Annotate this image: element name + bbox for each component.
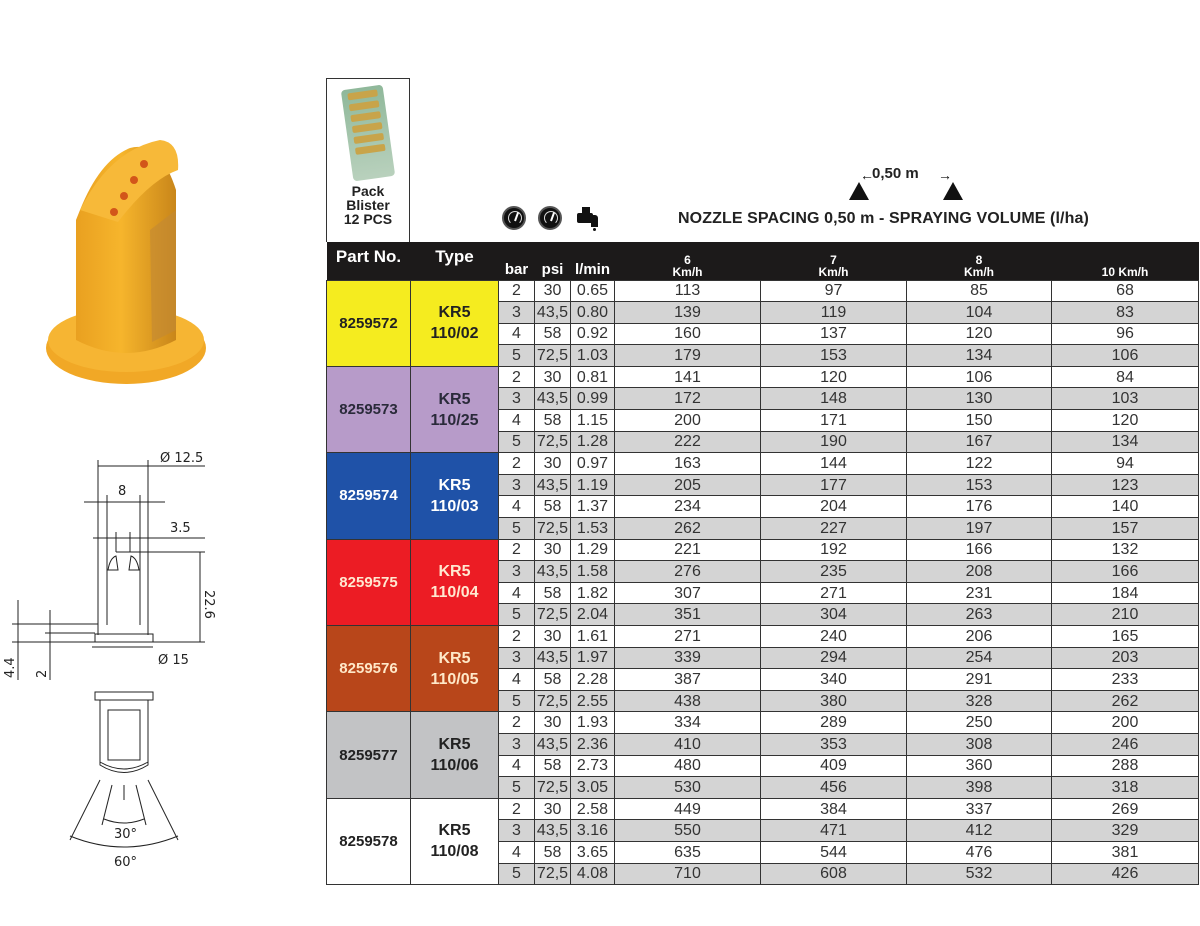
vol-7kmh-cell: 235 <box>761 561 907 583</box>
vol-7kmh-cell: 471 <box>761 820 907 842</box>
vol-7kmh-cell: 227 <box>761 518 907 540</box>
vol-6kmh-cell: 179 <box>615 345 761 367</box>
vol-10kmh-cell: 288 <box>1052 755 1199 777</box>
vol-6kmh-cell: 271 <box>615 626 761 648</box>
pressure-gauge-bar-icon <box>502 206 526 230</box>
vol-7kmh-cell: 190 <box>761 431 907 453</box>
table-row <box>327 712 1199 734</box>
lmin-cell: 1.61 <box>571 626 615 648</box>
dim-height-22-6: 22.6 <box>201 590 216 619</box>
table-row <box>327 280 1199 302</box>
header-part-no: Part No. <box>327 242 411 280</box>
psi-cell: 43,5 <box>535 302 571 324</box>
vol-6kmh-cell: 410 <box>615 733 761 755</box>
bar-cell: 5 <box>499 690 535 712</box>
table-row <box>327 366 1199 388</box>
vol-8kmh-cell: 263 <box>907 604 1052 626</box>
psi-cell: 43,5 <box>535 388 571 410</box>
vol-10kmh-cell: 210 <box>1052 604 1199 626</box>
vol-10kmh-cell: 426 <box>1052 863 1199 885</box>
vol-6kmh-cell: 172 <box>615 388 761 410</box>
blister-label: Pack Blister 12 PCS <box>343 183 393 227</box>
vol-6kmh-cell: 222 <box>615 431 761 453</box>
vol-10kmh-cell: 96 <box>1052 323 1199 345</box>
vol-6kmh-cell: 550 <box>615 820 761 842</box>
psi-cell: 43,5 <box>535 733 571 755</box>
vol-7kmh-cell: 456 <box>761 777 907 799</box>
nozzle-product-image <box>40 130 220 390</box>
bar-cell: 5 <box>499 518 535 540</box>
dim-width-3-5: 3.5 <box>170 521 191 536</box>
vol-8kmh-cell: 360 <box>907 755 1052 777</box>
arrow-right-icon: → <box>938 167 952 183</box>
dim-diameter-12-5: Ø 12.5 <box>160 451 204 466</box>
vol-7kmh-cell: 340 <box>761 669 907 691</box>
lmin-cell: 2.36 <box>571 733 615 755</box>
dimension-drawing <box>0 440 230 680</box>
lmin-cell: 0.80 <box>571 302 615 324</box>
spacing-label: 0,50 m <box>872 165 919 182</box>
vol-10kmh-cell: 165 <box>1052 626 1199 648</box>
bar-cell: 3 <box>499 647 535 669</box>
lmin-cell: 3.16 <box>571 820 615 842</box>
psi-cell: 30 <box>535 798 571 820</box>
bar-cell: 3 <box>499 302 535 324</box>
vol-8kmh-cell: 254 <box>907 647 1052 669</box>
bar-cell: 2 <box>499 626 535 648</box>
vol-8kmh-cell: 412 <box>907 820 1052 842</box>
type-cell: KR5 110/03 <box>411 453 499 539</box>
vol-7kmh-cell: 294 <box>761 647 907 669</box>
vol-7kmh-cell: 353 <box>761 733 907 755</box>
vol-8kmh-cell: 328 <box>907 690 1052 712</box>
psi-cell: 58 <box>535 410 571 432</box>
vol-6kmh-cell: 438 <box>615 690 761 712</box>
vol-10kmh-cell: 246 <box>1052 733 1199 755</box>
psi-cell: 58 <box>535 841 571 863</box>
vol-7kmh-cell: 240 <box>761 626 907 648</box>
bar-cell: 3 <box>499 733 535 755</box>
dim-diameter-15: Ø 15 <box>158 653 189 668</box>
vol-8kmh-cell: 231 <box>907 582 1052 604</box>
vol-7kmh-cell: 384 <box>761 798 907 820</box>
vol-10kmh-cell: 157 <box>1052 518 1199 540</box>
type-cell: KR5 110/08 <box>411 798 499 884</box>
vol-8kmh-cell: 104 <box>907 302 1052 324</box>
psi-cell: 72,5 <box>535 690 571 712</box>
part-number-cell: 8259576 <box>327 626 411 712</box>
psi-cell: 43,5 <box>535 820 571 842</box>
vol-7kmh-cell: 204 <box>761 496 907 518</box>
lmin-cell: 0.81 <box>571 366 615 388</box>
bar-cell: 4 <box>499 841 535 863</box>
vol-8kmh-cell: 122 <box>907 453 1052 475</box>
vol-7kmh-cell: 192 <box>761 539 907 561</box>
part-number-cell: 8259572 <box>327 280 411 366</box>
vol-7kmh-cell: 304 <box>761 604 907 626</box>
part-number-cell: 8259575 <box>327 539 411 625</box>
vol-8kmh-cell: 120 <box>907 323 1052 345</box>
table-title: NOZZLE SPACING 0,50 m - SPRAYING VOLUME (l/ha) <box>678 210 1089 227</box>
lmin-cell: 1.37 <box>571 496 615 518</box>
type-cell: KR5 110/05 <box>411 626 499 712</box>
nozzle-cone-icon <box>943 182 963 200</box>
header-lmin: l/min <box>571 242 615 280</box>
lmin-cell: 0.92 <box>571 323 615 345</box>
vol-7kmh-cell: 289 <box>761 712 907 734</box>
header-speed-7: 7 Km/h <box>761 242 907 280</box>
vol-8kmh-cell: 150 <box>907 410 1052 432</box>
psi-cell: 43,5 <box>535 561 571 583</box>
table-row <box>327 626 1199 648</box>
vol-7kmh-cell: 153 <box>761 345 907 367</box>
table-row <box>327 539 1199 561</box>
vol-7kmh-cell: 119 <box>761 302 907 324</box>
bar-cell: 5 <box>499 431 535 453</box>
part-number-cell: 8259577 <box>327 712 411 798</box>
psi-cell: 30 <box>535 366 571 388</box>
psi-cell: 72,5 <box>535 518 571 540</box>
lmin-cell: 1.93 <box>571 712 615 734</box>
lmin-cell: 1.15 <box>571 410 615 432</box>
vol-8kmh-cell: 337 <box>907 798 1052 820</box>
lmin-cell: 1.97 <box>571 647 615 669</box>
vol-8kmh-cell: 167 <box>907 431 1052 453</box>
water-tap-icon <box>574 205 602 231</box>
vol-8kmh-cell: 398 <box>907 777 1052 799</box>
vol-6kmh-cell: 351 <box>615 604 761 626</box>
vol-10kmh-cell: 269 <box>1052 798 1199 820</box>
psi-cell: 58 <box>535 669 571 691</box>
bar-cell: 2 <box>499 712 535 734</box>
lmin-cell: 2.04 <box>571 604 615 626</box>
lmin-cell: 1.28 <box>571 431 615 453</box>
bar-cell: 5 <box>499 777 535 799</box>
vol-6kmh-cell: 113 <box>615 280 761 302</box>
lmin-cell: 1.03 <box>571 345 615 367</box>
vol-8kmh-cell: 130 <box>907 388 1052 410</box>
vol-10kmh-cell: 166 <box>1052 561 1199 583</box>
bar-cell: 2 <box>499 539 535 561</box>
psi-cell: 72,5 <box>535 431 571 453</box>
psi-cell: 30 <box>535 626 571 648</box>
part-number-cell: 8259578 <box>327 798 411 884</box>
header-psi: psi <box>535 242 571 280</box>
psi-cell: 30 <box>535 712 571 734</box>
vol-10kmh-cell: 103 <box>1052 388 1199 410</box>
vol-10kmh-cell: 68 <box>1052 280 1199 302</box>
lmin-cell: 2.73 <box>571 755 615 777</box>
bar-cell: 4 <box>499 582 535 604</box>
vol-7kmh-cell: 120 <box>761 366 907 388</box>
part-number-cell: 8259573 <box>327 366 411 452</box>
vol-8kmh-cell: 308 <box>907 733 1052 755</box>
header-speed-8: 8 Km/h <box>907 242 1052 280</box>
vol-7kmh-cell: 144 <box>761 453 907 475</box>
blister-pack-image <box>341 85 395 182</box>
bar-cell: 3 <box>499 820 535 842</box>
vol-10kmh-cell: 184 <box>1052 582 1199 604</box>
vol-8kmh-cell: 250 <box>907 712 1052 734</box>
vol-8kmh-cell: 176 <box>907 496 1052 518</box>
lmin-cell: 1.53 <box>571 518 615 540</box>
vol-6kmh-cell: 276 <box>615 561 761 583</box>
vol-6kmh-cell: 139 <box>615 302 761 324</box>
vol-6kmh-cell: 221 <box>615 539 761 561</box>
vol-8kmh-cell: 532 <box>907 863 1052 885</box>
vol-6kmh-cell: 635 <box>615 841 761 863</box>
vol-10kmh-cell: 120 <box>1052 410 1199 432</box>
table-row <box>327 453 1199 475</box>
vol-8kmh-cell: 134 <box>907 345 1052 367</box>
psi-cell: 58 <box>535 323 571 345</box>
psi-cell: 72,5 <box>535 777 571 799</box>
vol-7kmh-cell: 137 <box>761 323 907 345</box>
lmin-cell: 2.28 <box>571 669 615 691</box>
lmin-cell: 3.05 <box>571 777 615 799</box>
angle-60-label: 60° <box>114 855 138 870</box>
vol-10kmh-cell: 200 <box>1052 712 1199 734</box>
vol-6kmh-cell: 234 <box>615 496 761 518</box>
psi-cell: 58 <box>535 582 571 604</box>
blister-pack-box <box>326 78 410 242</box>
table-header-row <box>327 242 1199 280</box>
dim-height-4-4: 4.4 <box>3 657 18 678</box>
vol-10kmh-cell: 132 <box>1052 539 1199 561</box>
table-row <box>327 798 1199 820</box>
nozzle-cone-icon <box>849 182 869 200</box>
bar-cell: 5 <box>499 345 535 367</box>
lmin-cell: 2.55 <box>571 690 615 712</box>
vol-10kmh-cell: 106 <box>1052 345 1199 367</box>
vol-10kmh-cell: 203 <box>1052 647 1199 669</box>
vol-8kmh-cell: 153 <box>907 474 1052 496</box>
vol-6kmh-cell: 339 <box>615 647 761 669</box>
vol-10kmh-cell: 123 <box>1052 474 1199 496</box>
bar-cell: 3 <box>499 474 535 496</box>
bar-cell: 4 <box>499 496 535 518</box>
bar-cell: 4 <box>499 323 535 345</box>
vol-8kmh-cell: 476 <box>907 841 1052 863</box>
pressure-gauge-psi-icon <box>538 206 562 230</box>
vol-10kmh-cell: 94 <box>1052 453 1199 475</box>
vol-7kmh-cell: 544 <box>761 841 907 863</box>
lmin-cell: 4.08 <box>571 863 615 885</box>
vol-8kmh-cell: 197 <box>907 518 1052 540</box>
bar-cell: 2 <box>499 366 535 388</box>
bar-cell: 2 <box>499 280 535 302</box>
vol-10kmh-cell: 262 <box>1052 690 1199 712</box>
type-cell: KR5 110/02 <box>411 280 499 366</box>
vol-7kmh-cell: 271 <box>761 582 907 604</box>
vol-10kmh-cell: 83 <box>1052 302 1199 324</box>
psi-cell: 72,5 <box>535 345 571 367</box>
bar-cell: 2 <box>499 798 535 820</box>
vol-6kmh-cell: 480 <box>615 755 761 777</box>
header-type: Type <box>411 242 499 280</box>
bar-cell: 5 <box>499 604 535 626</box>
vol-10kmh-cell: 233 <box>1052 669 1199 691</box>
vol-7kmh-cell: 409 <box>761 755 907 777</box>
vol-6kmh-cell: 160 <box>615 323 761 345</box>
vol-7kmh-cell: 380 <box>761 690 907 712</box>
vol-10kmh-cell: 84 <box>1052 366 1199 388</box>
angle-30-label: 30° <box>114 827 138 842</box>
vol-6kmh-cell: 141 <box>615 366 761 388</box>
part-number-cell: 8259574 <box>327 453 411 539</box>
vol-10kmh-cell: 134 <box>1052 431 1199 453</box>
psi-cell: 72,5 <box>535 604 571 626</box>
header-speed-10: 10 Km/h <box>1052 242 1199 280</box>
vol-7kmh-cell: 608 <box>761 863 907 885</box>
vol-10kmh-cell: 329 <box>1052 820 1199 842</box>
vol-6kmh-cell: 334 <box>615 712 761 734</box>
vol-6kmh-cell: 163 <box>615 453 761 475</box>
vol-7kmh-cell: 171 <box>761 410 907 432</box>
vol-6kmh-cell: 387 <box>615 669 761 691</box>
nozzle-spacing-graphic <box>848 160 968 206</box>
psi-cell: 43,5 <box>535 647 571 669</box>
spraying-volume-table <box>326 242 1199 885</box>
spray-angle-drawing <box>40 680 220 880</box>
vol-10kmh-cell: 381 <box>1052 841 1199 863</box>
vol-6kmh-cell: 530 <box>615 777 761 799</box>
header-bar: bar <box>499 242 535 280</box>
vol-7kmh-cell: 148 <box>761 388 907 410</box>
psi-cell: 30 <box>535 453 571 475</box>
vol-6kmh-cell: 205 <box>615 474 761 496</box>
lmin-cell: 1.19 <box>571 474 615 496</box>
bar-cell: 5 <box>499 863 535 885</box>
vol-6kmh-cell: 449 <box>615 798 761 820</box>
type-cell: KR5 110/25 <box>411 366 499 452</box>
header-speed-6: 6 Km/h <box>615 242 761 280</box>
vol-8kmh-cell: 206 <box>907 626 1052 648</box>
vol-6kmh-cell: 710 <box>615 863 761 885</box>
psi-cell: 72,5 <box>535 863 571 885</box>
psi-cell: 30 <box>535 539 571 561</box>
vol-8kmh-cell: 208 <box>907 561 1052 583</box>
bar-cell: 4 <box>499 669 535 691</box>
vol-6kmh-cell: 262 <box>615 518 761 540</box>
vol-7kmh-cell: 177 <box>761 474 907 496</box>
unit-icons <box>502 204 602 232</box>
vol-6kmh-cell: 307 <box>615 582 761 604</box>
bar-cell: 3 <box>499 561 535 583</box>
dim-height-2: 2 <box>35 669 50 678</box>
bar-cell: 4 <box>499 755 535 777</box>
dim-width-8: 8 <box>118 484 127 499</box>
psi-cell: 58 <box>535 755 571 777</box>
vol-10kmh-cell: 318 <box>1052 777 1199 799</box>
vol-8kmh-cell: 166 <box>907 539 1052 561</box>
lmin-cell: 1.58 <box>571 561 615 583</box>
type-cell: KR5 110/06 <box>411 712 499 798</box>
vol-6kmh-cell: 200 <box>615 410 761 432</box>
vol-8kmh-cell: 291 <box>907 669 1052 691</box>
vol-8kmh-cell: 85 <box>907 280 1052 302</box>
lmin-cell: 1.82 <box>571 582 615 604</box>
lmin-cell: 0.97 <box>571 453 615 475</box>
lmin-cell: 1.29 <box>571 539 615 561</box>
psi-cell: 58 <box>535 496 571 518</box>
bar-cell: 2 <box>499 453 535 475</box>
type-cell: KR5 110/04 <box>411 539 499 625</box>
psi-cell: 43,5 <box>535 474 571 496</box>
lmin-cell: 3.65 <box>571 841 615 863</box>
vol-8kmh-cell: 106 <box>907 366 1052 388</box>
psi-cell: 30 <box>535 280 571 302</box>
lmin-cell: 0.99 <box>571 388 615 410</box>
vol-10kmh-cell: 140 <box>1052 496 1199 518</box>
lmin-cell: 2.58 <box>571 798 615 820</box>
bar-cell: 3 <box>499 388 535 410</box>
vol-7kmh-cell: 97 <box>761 280 907 302</box>
arrow-left-icon: ← <box>860 167 874 183</box>
lmin-cell: 0.65 <box>571 280 615 302</box>
bar-cell: 4 <box>499 410 535 432</box>
